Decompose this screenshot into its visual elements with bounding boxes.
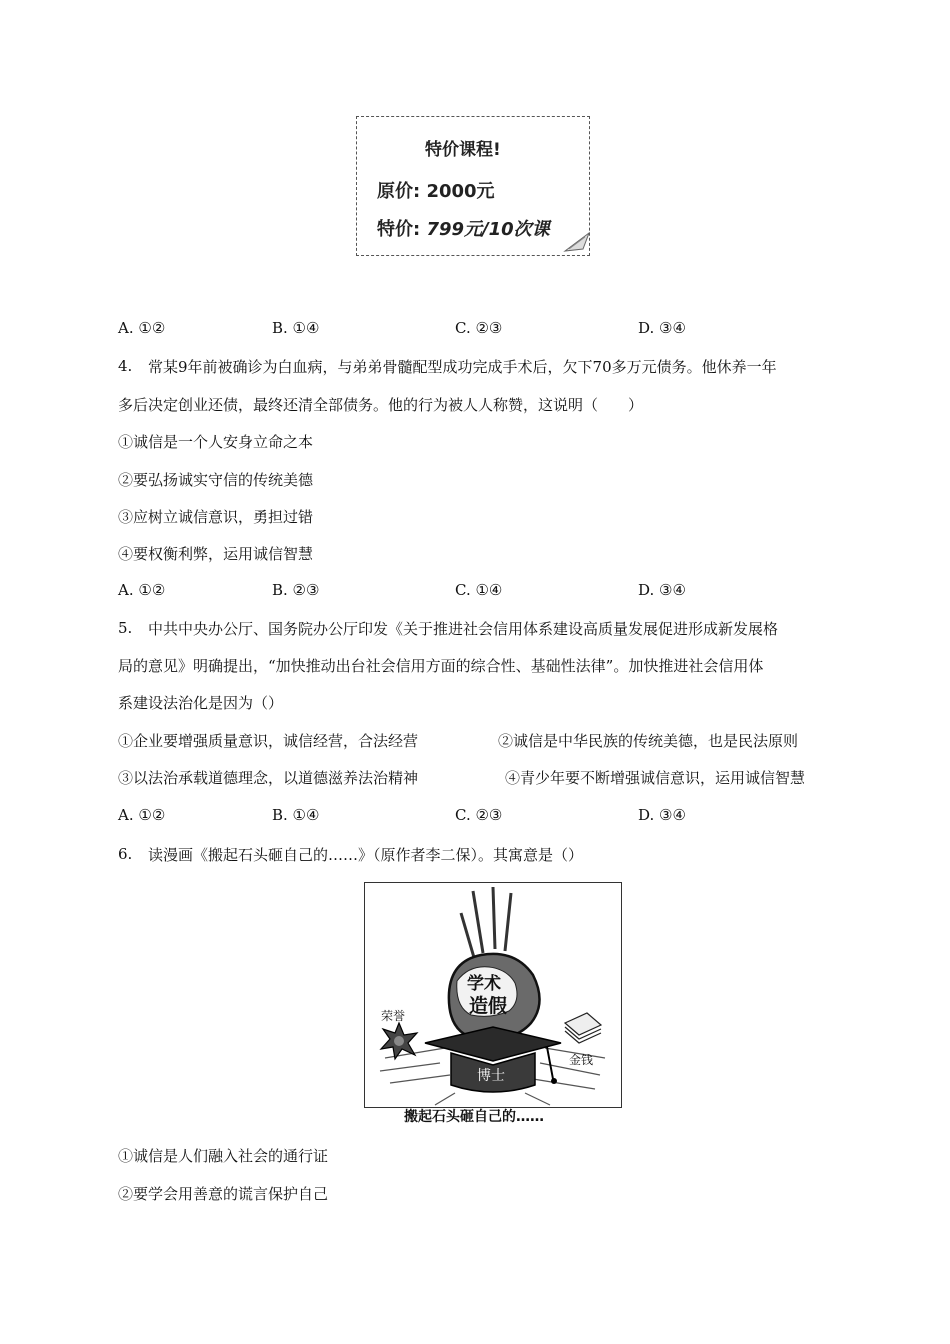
price-card-title: 特价课程! (425, 140, 501, 160)
price-card-sale-label: 特价: (377, 219, 427, 240)
q5-statement-2: ②诚信是中华民族的传统美德，也是民法原则 (498, 732, 799, 750)
q4-option-a: A. ①② (118, 581, 166, 599)
q3-option-a: A. ①② (118, 319, 166, 337)
price-card-original-price: 原价: 2000元 (377, 181, 495, 202)
rock-label-2: 造假 (469, 995, 508, 1017)
rock-label-1: 学术 (467, 974, 501, 994)
honor-label: 荣誉 (381, 1009, 406, 1023)
q6-statement-2: ②要学会用善意的谎言保护自己 (118, 1185, 329, 1203)
q6-number: 6. (118, 845, 133, 863)
q4-option-d: D. ③④ (638, 581, 686, 599)
motion-lines-icon (461, 887, 511, 961)
q4-number: 4. (118, 357, 133, 375)
q5-line-2: 局的意见》明确提出，“加快推动出台社会信用方面的综合性、基础性法律”。加快推进社会信用体 (118, 657, 764, 675)
price-card-sale-price (377, 215, 550, 241)
q4-statement-4: ④要权衡利弊，运用诚信智慧 (118, 545, 314, 563)
q4-statement-2: ②要弘扬诚实守信的传统美德 (118, 471, 314, 489)
q5-option-d: D. ③④ (638, 806, 686, 824)
q6-statement-1: ①诚信是人们融入社会的通行证 (118, 1147, 329, 1165)
cartoon-image (364, 882, 622, 1108)
cartoon-caption: 搬起石头砸自己的…… (404, 1109, 544, 1125)
q3-option-d: D. ③④ (638, 319, 686, 337)
q5-number: 5. (118, 619, 133, 637)
q6-line: 读漫画《搬起石头砸自己的……》（原作者李二保）。其寓意是（） (148, 846, 584, 864)
q3-option-c: C. ②③ (455, 319, 503, 337)
q5-line-3: 系建设法治化是因为（） (118, 694, 284, 712)
q5-statement-4: ④青少年要不断增强诚信意识，运用诚信智慧 (505, 769, 806, 787)
money-stack-icon (565, 1013, 601, 1043)
price-card-sale-value: 799元/10次课 (426, 219, 550, 240)
q3-option-b: B. ①④ (272, 319, 320, 337)
page-curl-icon (563, 229, 591, 253)
q4-line-1: 常某9年前被确诊为白血病，与弟弟骨髓配型成功完成手术后，欠下70多万元债务。他休养一年 (148, 358, 777, 376)
q4-statement-1: ①诚信是一个人安身立命之本 (118, 433, 314, 451)
honor-burst-icon (381, 1023, 417, 1059)
q5-statement-3: ③以法治承载道德理念，以道德滋养法治精神 (118, 769, 419, 787)
q5-statement-1: ①企业要增强质量意识，诚信经营，合法经营 (118, 732, 419, 750)
q4-statement-3: ③应树立诚信意识，勇担过错 (118, 508, 314, 526)
mortarboard-icon (425, 1027, 561, 1061)
q5-option-b: B. ①④ (272, 806, 320, 824)
q4-option-c: C. ①④ (455, 581, 503, 599)
q4-option-b: B. ②③ (272, 581, 320, 599)
q5-option-c: C. ②③ (455, 806, 503, 824)
q4-line-2: 多后决定创业还债，最终还清全部债务。他的行为被人人称赞，这说明（ ） (118, 396, 644, 414)
money-label: 金钱 (569, 1053, 594, 1067)
q5-option-a: A. ①② (118, 806, 166, 824)
q5-line-1: 中共中央办公厅、国务院办公厅印发《关于推进社会信用体系建设高质量发展促进形成新发展格 (148, 620, 779, 638)
hat-label: 博士 (477, 1068, 505, 1084)
price-card-image (356, 116, 590, 256)
